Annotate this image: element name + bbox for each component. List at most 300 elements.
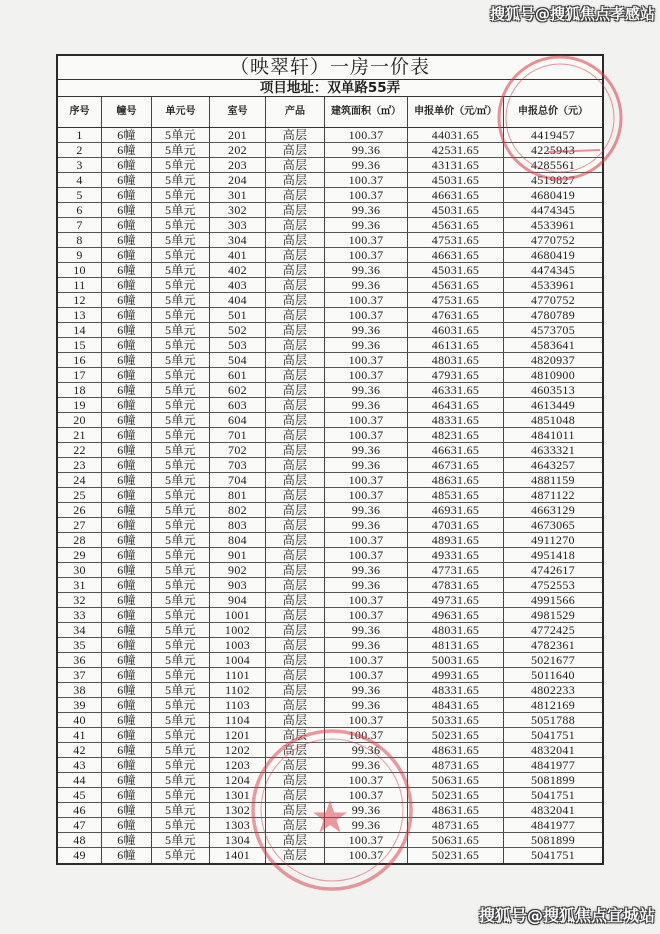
cell-unit-price: 48631.65 xyxy=(408,803,504,817)
cell-building: 6幢 xyxy=(102,683,152,697)
cell-product: 高层 xyxy=(266,503,325,517)
cell-room: 202 xyxy=(210,143,266,157)
cell-product: 高层 xyxy=(266,638,325,652)
cell-product: 高层 xyxy=(266,668,325,682)
column-header-total-price: 申报总价（元） xyxy=(518,106,588,117)
cell-unit: 5单元 xyxy=(152,518,210,532)
cell-total-price: 4770752 xyxy=(530,293,576,307)
cell-unit: 5单元 xyxy=(152,578,210,592)
cell-building: 6幢 xyxy=(102,593,152,607)
cell-unit-price: 50231.65 xyxy=(408,728,504,742)
cell-product: 高层 xyxy=(266,473,325,487)
cell-unit-price: 48731.65 xyxy=(408,758,504,772)
cell-area: 99.36 xyxy=(325,503,408,517)
cell-unit: 5单元 xyxy=(152,743,210,757)
cell-product: 高层 xyxy=(266,623,325,637)
cell-total-price: 4474345 xyxy=(530,263,576,277)
cell-area: 99.36 xyxy=(325,623,408,637)
cell-building: 6幢 xyxy=(102,773,152,787)
cell-total-price: 4613449 xyxy=(530,398,576,412)
cell-total-price: 4871122 xyxy=(531,488,575,502)
table-row xyxy=(58,668,602,683)
cell-unit: 5单元 xyxy=(152,713,210,727)
cell-unit-price: 46431.65 xyxy=(408,398,504,412)
cell-unit: 5单元 xyxy=(152,128,210,142)
cell-product: 高层 xyxy=(266,758,325,772)
cell-unit-price: 46731.65 xyxy=(408,458,504,472)
cell-total-price: 4772425 xyxy=(530,623,576,637)
cell-room: 1304 xyxy=(210,833,266,847)
cell-total-price: 4680419 xyxy=(530,248,576,262)
cell-area: 99.36 xyxy=(325,518,408,532)
table-row xyxy=(58,128,602,143)
cell-product: 高层 xyxy=(266,398,325,412)
cell-total-price: 4419457 xyxy=(530,128,576,142)
cell-total-price: 4780789 xyxy=(530,308,576,322)
cell-building: 6幢 xyxy=(102,248,152,262)
cell-room: 504 xyxy=(210,353,266,367)
cell-unit-price: 49731.65 xyxy=(408,593,504,607)
cell-seq: 31 xyxy=(58,578,102,592)
cell-building: 6幢 xyxy=(102,653,152,667)
table-row xyxy=(58,608,602,623)
cell-total-price: 4841977 xyxy=(530,758,576,772)
cell-unit: 5单元 xyxy=(152,428,210,442)
cell-building: 6幢 xyxy=(102,698,152,712)
cell-room: 1104 xyxy=(210,713,266,727)
cell-area: 100.37 xyxy=(325,668,408,682)
cell-unit-price: 48731.65 xyxy=(408,818,504,832)
cell-product: 高层 xyxy=(266,563,325,577)
cell-seq: 35 xyxy=(58,638,102,652)
cell-room: 604 xyxy=(210,413,266,427)
cell-seq: 21 xyxy=(58,428,102,442)
table-row xyxy=(58,248,602,263)
table-row xyxy=(58,533,602,548)
cell-unit: 5单元 xyxy=(152,188,210,202)
table-row xyxy=(58,353,602,368)
cell-total-price: 4841977 xyxy=(530,818,576,832)
cell-seq: 8 xyxy=(58,233,102,247)
cell-building: 6幢 xyxy=(102,293,152,307)
cell-building: 6幢 xyxy=(102,203,152,217)
cell-total-price: 4225943 xyxy=(530,143,576,157)
project-address: 项目地址：双单路55弄 xyxy=(58,80,602,97)
cell-seq: 44 xyxy=(58,773,102,787)
cell-room: 503 xyxy=(210,338,266,352)
cell-area: 100.37 xyxy=(325,548,408,562)
cell-unit: 5单元 xyxy=(152,548,210,562)
cell-unit-price: 50031.65 xyxy=(408,653,504,667)
cell-building: 6幢 xyxy=(102,353,152,367)
table-row xyxy=(58,713,602,728)
cell-unit-price: 48331.65 xyxy=(408,413,504,427)
cell-product: 高层 xyxy=(266,383,325,397)
cell-unit-price: 46631.65 xyxy=(408,443,504,457)
cell-room: 1002 xyxy=(210,623,266,637)
cell-area: 99.36 xyxy=(325,278,408,292)
cell-seq: 36 xyxy=(58,653,102,667)
cell-unit: 5单元 xyxy=(152,623,210,637)
table-row xyxy=(58,638,602,653)
cell-total-price: 4533961 xyxy=(530,278,576,292)
cell-total-price: 4742617 xyxy=(530,563,576,577)
cell-unit: 5单元 xyxy=(152,173,210,187)
cell-seq: 25 xyxy=(58,488,102,502)
cell-building: 6幢 xyxy=(102,788,152,802)
table-row xyxy=(58,773,602,788)
cell-unit: 5单元 xyxy=(152,353,210,367)
cell-seq: 30 xyxy=(58,563,102,577)
cell-seq: 22 xyxy=(58,443,102,457)
cell-seq: 3 xyxy=(58,158,102,172)
cell-building: 6幢 xyxy=(102,308,152,322)
cell-total-price: 4752553 xyxy=(530,578,576,592)
cell-unit: 5单元 xyxy=(152,233,210,247)
table-row xyxy=(58,143,602,158)
table-row xyxy=(58,458,602,473)
cell-product: 高层 xyxy=(266,173,325,187)
cell-total-price: 4770752 xyxy=(530,233,576,247)
cell-unit-price: 46331.65 xyxy=(408,383,504,397)
cell-room: 1203 xyxy=(210,758,266,772)
cell-product: 高层 xyxy=(266,593,325,607)
cell-unit: 5单元 xyxy=(152,203,210,217)
cell-building: 6幢 xyxy=(102,758,152,772)
cell-product: 高层 xyxy=(266,653,325,667)
cell-area: 100.37 xyxy=(325,428,408,442)
cell-total-price: 4851048 xyxy=(530,413,576,427)
cell-area: 99.36 xyxy=(325,563,408,577)
column-header-unit: 单元号 xyxy=(152,97,210,127)
cell-area: 100.37 xyxy=(325,608,408,622)
cell-product: 高层 xyxy=(266,833,325,847)
cell-room: 402 xyxy=(210,263,266,277)
cell-seq: 42 xyxy=(58,743,102,757)
cell-total-price: 4673065 xyxy=(530,518,576,532)
cell-room: 1301 xyxy=(210,788,266,802)
cell-product: 高层 xyxy=(266,128,325,142)
cell-unit-price: 48931.65 xyxy=(408,533,504,547)
table-row xyxy=(58,293,602,308)
cell-product: 高层 xyxy=(266,278,325,292)
cell-building: 6幢 xyxy=(102,278,152,292)
cell-building: 6幢 xyxy=(102,428,152,442)
cell-unit-price: 42531.65 xyxy=(408,143,504,157)
cell-room: 903 xyxy=(210,578,266,592)
cell-total-price: 4981529 xyxy=(530,608,576,622)
cell-unit: 5单元 xyxy=(152,698,210,712)
cell-room: 601 xyxy=(210,368,266,382)
cell-area: 100.37 xyxy=(325,533,408,547)
cell-area: 100.37 xyxy=(325,713,408,727)
cell-seq: 32 xyxy=(58,593,102,607)
cell-building: 6幢 xyxy=(102,848,152,863)
cell-seq: 38 xyxy=(58,683,102,697)
table-row xyxy=(58,218,602,233)
cell-building: 6幢 xyxy=(102,743,152,757)
cell-total-price: 5041751 xyxy=(530,848,576,862)
cell-unit: 5单元 xyxy=(152,848,210,863)
cell-area: 99.36 xyxy=(325,638,408,652)
cell-area: 100.37 xyxy=(325,848,408,863)
table-row xyxy=(58,338,602,353)
cell-building: 6幢 xyxy=(102,143,152,157)
column-header-unit-price: 申报单价（元/㎡） xyxy=(408,97,504,127)
cell-seq: 20 xyxy=(58,413,102,427)
cell-building: 6幢 xyxy=(102,323,152,337)
cell-area: 99.36 xyxy=(325,323,408,337)
cell-unit: 5单元 xyxy=(152,818,210,832)
table-row xyxy=(58,653,602,668)
cell-product: 高层 xyxy=(266,848,325,863)
cell-total-price: 4573705 xyxy=(530,323,576,337)
cell-unit-price: 45631.65 xyxy=(408,278,504,292)
cell-seq: 39 xyxy=(58,698,102,712)
cell-room: 1401 xyxy=(210,848,266,863)
cell-unit: 5单元 xyxy=(152,638,210,652)
cell-total-price: 4533961 xyxy=(530,218,576,232)
price-table xyxy=(56,54,604,865)
cell-seq: 15 xyxy=(58,338,102,352)
cell-product: 高层 xyxy=(266,548,325,562)
cell-unit-price: 46631.65 xyxy=(408,188,504,202)
cell-area: 99.36 xyxy=(325,818,408,832)
cell-building: 6幢 xyxy=(102,503,152,517)
cell-room: 1102 xyxy=(210,683,266,697)
column-header-room: 室号 xyxy=(210,97,266,127)
cell-seq: 48 xyxy=(58,833,102,847)
cell-total-price: 4991566 xyxy=(530,593,576,607)
cell-room: 401 xyxy=(210,248,266,262)
cell-seq: 49 xyxy=(58,848,102,863)
cell-room: 603 xyxy=(210,398,266,412)
cell-unit-price: 50631.65 xyxy=(408,833,504,847)
cell-total-price: 4832041 xyxy=(530,803,576,817)
column-header-product: 产品 xyxy=(266,97,325,127)
cell-unit-price: 47731.65 xyxy=(408,563,504,577)
table-row xyxy=(58,368,602,383)
cell-seq: 29 xyxy=(58,548,102,562)
cell-product: 高层 xyxy=(266,323,325,337)
cell-unit-price: 50631.65 xyxy=(408,773,504,787)
cell-building: 6幢 xyxy=(102,488,152,502)
cell-building: 6幢 xyxy=(102,218,152,232)
cell-unit-price: 50331.65 xyxy=(408,713,504,727)
cell-product: 高层 xyxy=(266,353,325,367)
cell-total-price: 4951418 xyxy=(530,548,576,562)
cell-seq: 12 xyxy=(58,293,102,307)
cell-seq: 43 xyxy=(58,758,102,772)
cell-building: 6幢 xyxy=(102,443,152,457)
cell-unit: 5单元 xyxy=(152,308,210,322)
table-row xyxy=(58,233,602,248)
cell-area: 99.36 xyxy=(325,758,408,772)
cell-product: 高层 xyxy=(266,518,325,532)
cell-area: 99.36 xyxy=(325,203,408,217)
cell-unit-price: 48431.65 xyxy=(408,698,504,712)
cell-unit: 5单元 xyxy=(152,503,210,517)
table-row xyxy=(58,443,602,458)
cell-room: 803 xyxy=(210,518,266,532)
table-row xyxy=(58,623,602,638)
cell-building: 6幢 xyxy=(102,263,152,277)
cell-building: 6幢 xyxy=(102,623,152,637)
cell-building: 6幢 xyxy=(102,833,152,847)
table-row xyxy=(58,263,602,278)
cell-room: 204 xyxy=(210,173,266,187)
cell-unit: 5单元 xyxy=(152,773,210,787)
cell-room: 1303 xyxy=(210,818,266,832)
cell-room: 701 xyxy=(210,428,266,442)
cell-area: 99.36 xyxy=(325,458,408,472)
cell-unit: 5单元 xyxy=(152,533,210,547)
cell-total-price: 4881159 xyxy=(531,473,575,487)
cell-product: 高层 xyxy=(266,683,325,697)
cell-seq: 40 xyxy=(58,713,102,727)
cell-total-price: 4663129 xyxy=(530,503,576,517)
cell-area: 100.37 xyxy=(325,653,408,667)
cell-product: 高层 xyxy=(266,728,325,742)
cell-area: 99.36 xyxy=(325,578,408,592)
cell-area: 99.36 xyxy=(325,263,408,277)
cell-unit: 5单元 xyxy=(152,683,210,697)
cell-building: 6幢 xyxy=(102,233,152,247)
cell-seq: 34 xyxy=(58,623,102,637)
cell-seq: 33 xyxy=(58,608,102,622)
cell-room: 203 xyxy=(210,158,266,172)
table-row xyxy=(58,158,602,173)
table-row xyxy=(58,563,602,578)
cell-unit: 5单元 xyxy=(152,728,210,742)
cell-seq: 14 xyxy=(58,323,102,337)
cell-building: 6幢 xyxy=(102,818,152,832)
cell-unit-price: 48231.65 xyxy=(408,428,504,442)
cell-unit: 5单元 xyxy=(152,593,210,607)
cell-seq: 9 xyxy=(58,248,102,262)
watermark-bottom: 搜狐号@搜狐焦点宜城站 xyxy=(478,906,655,925)
cell-area: 99.36 xyxy=(325,338,408,352)
cell-unit: 5单元 xyxy=(152,473,210,487)
cell-area: 99.36 xyxy=(325,443,408,457)
cell-unit: 5单元 xyxy=(152,788,210,802)
table-row xyxy=(58,683,602,698)
cell-area: 100.37 xyxy=(325,308,408,322)
cell-product: 高层 xyxy=(266,533,325,547)
cell-unit: 5单元 xyxy=(152,248,210,262)
cell-room: 1101 xyxy=(210,668,266,682)
cell-total-price: 5051788 xyxy=(530,713,576,727)
cell-area: 100.37 xyxy=(325,593,408,607)
cell-room: 304 xyxy=(210,233,266,247)
cell-total-price: 4802233 xyxy=(530,683,576,697)
table-row xyxy=(58,203,602,218)
cell-total-price: 4841011 xyxy=(531,428,575,442)
cell-area: 99.36 xyxy=(325,398,408,412)
cell-unit-price: 48631.65 xyxy=(408,473,504,487)
cell-building: 6幢 xyxy=(102,638,152,652)
cell-total-price: 5021677 xyxy=(530,653,576,667)
cell-unit: 5单元 xyxy=(152,368,210,382)
cell-room: 1003 xyxy=(210,638,266,652)
cell-seq: 13 xyxy=(58,308,102,322)
cell-product: 高层 xyxy=(266,218,325,232)
cell-unit-price: 45031.65 xyxy=(408,263,504,277)
cell-seq: 18 xyxy=(58,383,102,397)
cell-building: 6幢 xyxy=(102,383,152,397)
table-row xyxy=(58,578,602,593)
cell-area: 100.37 xyxy=(325,773,408,787)
cell-area: 99.36 xyxy=(325,218,408,232)
cell-total-price: 4583641 xyxy=(530,338,576,352)
cell-area: 100.37 xyxy=(325,488,408,502)
cell-room: 702 xyxy=(210,443,266,457)
cell-building: 6幢 xyxy=(102,803,152,817)
table-row xyxy=(58,188,602,203)
cell-room: 1202 xyxy=(210,743,266,757)
cell-seq: 19 xyxy=(58,398,102,412)
cell-area: 99.36 xyxy=(325,143,408,157)
cell-product: 高层 xyxy=(266,293,325,307)
cell-unit-price: 46031.65 xyxy=(408,323,504,337)
cell-room: 703 xyxy=(210,458,266,472)
table-row xyxy=(58,758,602,773)
cell-product: 高层 xyxy=(266,338,325,352)
cell-total-price: 4643257 xyxy=(530,458,576,472)
cell-building: 6幢 xyxy=(102,173,152,187)
cell-unit: 5单元 xyxy=(152,323,210,337)
cell-unit-price: 47831.65 xyxy=(408,578,504,592)
cell-room: 302 xyxy=(210,203,266,217)
cell-unit-price: 43131.65 xyxy=(408,158,504,172)
cell-building: 6幢 xyxy=(102,548,152,562)
cell-area: 99.36 xyxy=(325,698,408,712)
cell-area: 99.36 xyxy=(325,683,408,697)
cell-building: 6幢 xyxy=(102,368,152,382)
cell-room: 1001 xyxy=(210,608,266,622)
cell-seq: 27 xyxy=(58,518,102,532)
cell-unit: 5单元 xyxy=(152,653,210,667)
cell-unit: 5单元 xyxy=(152,398,210,412)
cell-total-price: 4782361 xyxy=(530,638,576,652)
cell-total-price: 5081899 xyxy=(530,773,576,787)
table-title: （映翠轩）一房一价表 xyxy=(58,56,602,80)
cell-unit-price: 48331.65 xyxy=(408,683,504,697)
cell-product: 高层 xyxy=(266,773,325,787)
cell-product: 高层 xyxy=(266,458,325,472)
cell-building: 6幢 xyxy=(102,398,152,412)
table-row xyxy=(58,173,602,188)
cell-product: 高层 xyxy=(266,713,325,727)
cell-unit-price: 46131.65 xyxy=(408,338,504,352)
table-body xyxy=(58,128,602,863)
cell-total-price: 4603513 xyxy=(530,383,576,397)
table-row xyxy=(58,278,602,293)
cell-area: 99.36 xyxy=(325,803,408,817)
cell-unit: 5单元 xyxy=(152,833,210,847)
cell-unit: 5单元 xyxy=(152,458,210,472)
cell-room: 403 xyxy=(210,278,266,292)
cell-total-price: 4519827 xyxy=(530,173,576,187)
table-row xyxy=(58,308,602,323)
cell-room: 801 xyxy=(210,488,266,502)
table-row xyxy=(58,728,602,743)
cell-unit: 5单元 xyxy=(152,758,210,772)
cell-seq: 26 xyxy=(58,503,102,517)
cell-building: 6幢 xyxy=(102,563,152,577)
cell-building: 6幢 xyxy=(102,608,152,622)
cell-seq: 2 xyxy=(58,143,102,157)
